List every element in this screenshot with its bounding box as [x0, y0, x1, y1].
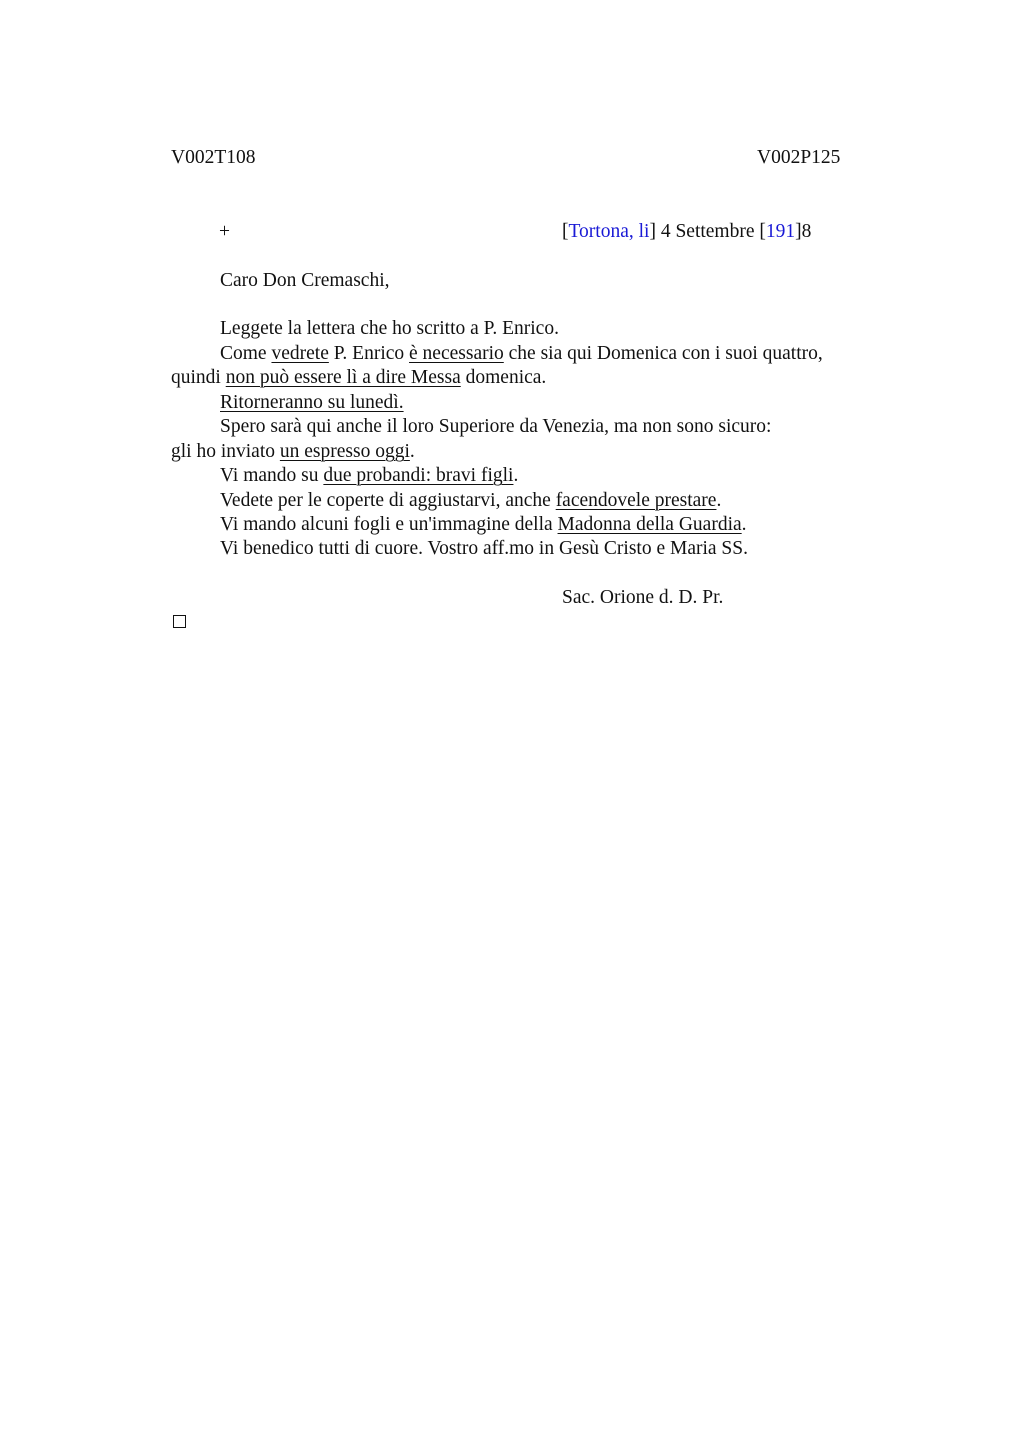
letter-line-3	[171, 366, 546, 390]
underlined-text: Madonna della Guardia	[557, 514, 742, 535]
dateline	[562, 220, 811, 244]
end-mark-square	[173, 615, 186, 628]
underlined-text: non può essere lì a dire Messa	[225, 367, 461, 388]
text-run: Vedete per le coperte di aggiustarvi, anche	[220, 490, 556, 511]
dateline-year-end: ]8	[795, 221, 812, 242]
signature: Sac. Orione d. D. Pr.	[562, 587, 724, 608]
letter-line-5: Spero sarà qui anche il loro Superiore da Venezia, ma non sono sicuro:	[220, 416, 772, 437]
dateline-place: Tortona, li	[568, 221, 650, 242]
letter-line-8	[220, 489, 721, 513]
text-run: .	[741, 514, 747, 535]
text-run: P. Enrico	[328, 343, 410, 364]
letter-line-10: Vi benedico tutti di cuore. Vostro aff.mo in Gesù Cristo e Maria SS.	[220, 538, 748, 559]
underlined-text: è necessario	[409, 343, 504, 364]
letter-line-7	[220, 464, 518, 488]
letter-line-1: Leggete la lettera che ho scritto a P. Enrico.	[220, 318, 559, 339]
letter-line-4: Ritorneranno su lunedì.	[220, 392, 404, 413]
text-run: .	[409, 441, 415, 462]
document-code-left: V002T108	[171, 147, 256, 168]
underlined-text: due probandi: bravi figli	[323, 465, 514, 486]
text-run: Vi mando su	[220, 465, 324, 486]
text-run: Come	[220, 343, 272, 364]
text-run: domenica.	[460, 367, 547, 388]
underlined-text: vedrete	[271, 343, 329, 364]
text-run: quindi	[171, 367, 226, 388]
text-run: .	[716, 490, 722, 511]
text-run: .	[513, 465, 519, 486]
text-run: Vi mando alcuni fogli e un'immagine della	[220, 514, 558, 535]
document-code-right: V002P125	[757, 147, 841, 168]
bracket-open: [	[562, 221, 569, 242]
letter-line-2	[220, 342, 823, 366]
underlined-text: un espresso oggi	[279, 441, 410, 462]
letter-line-6	[171, 440, 415, 464]
cross-symbol: +	[219, 221, 230, 242]
dateline-date: ] 4 Settembre [	[649, 221, 766, 242]
salutation: Caro Don Cremaschi,	[220, 270, 390, 291]
underlined-text: facendovele prestare	[555, 490, 717, 511]
text-run: che sia qui Domenica con i suoi quattro,	[503, 343, 823, 364]
letter-line-9	[220, 513, 747, 537]
text-run: gli ho inviato	[171, 441, 280, 462]
dateline-year-part: 191	[765, 221, 796, 242]
